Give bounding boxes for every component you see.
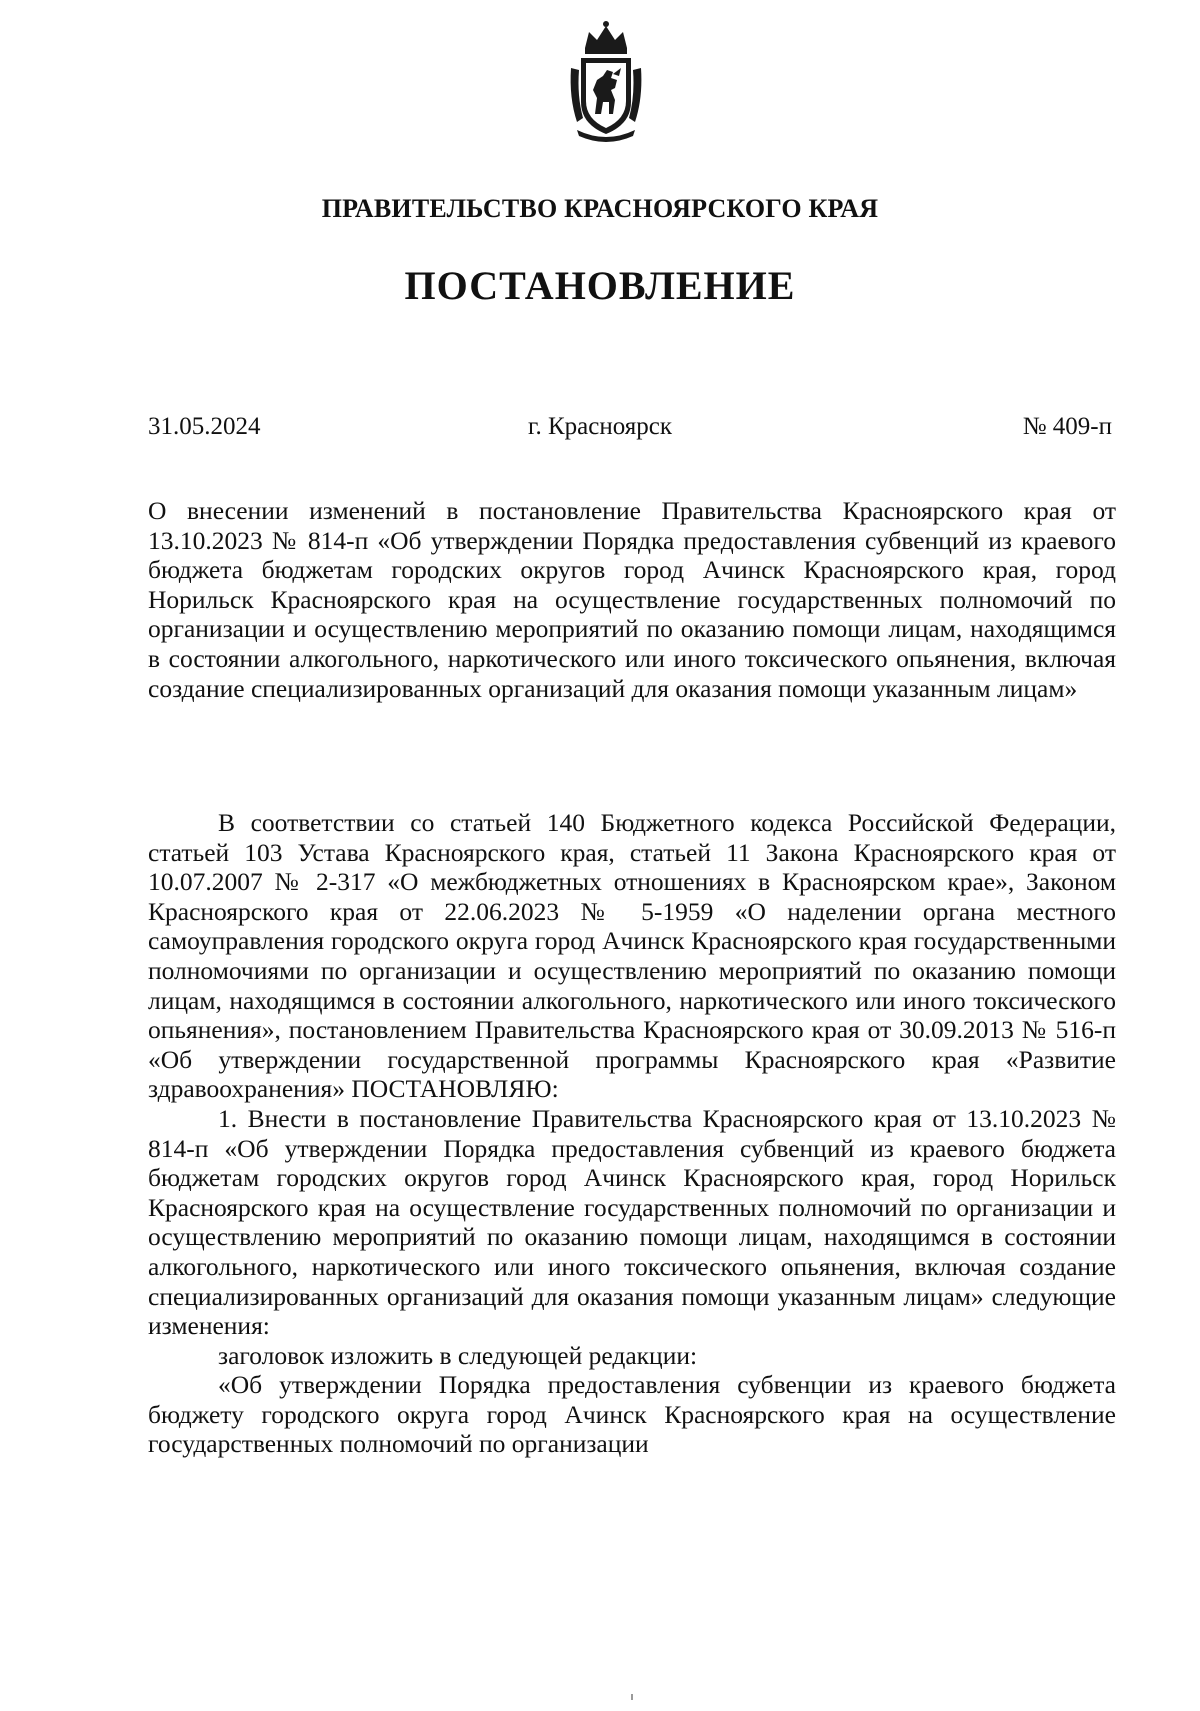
scan-mark [631, 1694, 633, 1700]
organization-name: ПРАВИТЕЛЬСТВО КРАСНОЯРСКОГО КРАЯ [321, 194, 879, 223]
document-body [148, 808, 1116, 1459]
document-city: г. Красноярск [528, 413, 672, 440]
document-type: ПОСТАНОВЛЕНИЕ [404, 263, 796, 308]
document-subject: О внесении изменений в постановление Правительства Красноярского края от 13.10.2023 № 814-п «Об утверждении Порядка предоставления субвенций из краевого бюджета бюджетам городских округов город Ачинск Красноярского края, город Норильск Красноярского края на осуществление государственных полномочий по организации и осуществлению мероприятий по оказанию помощи лицам, находящимся в состоянии алкогольного, наркотического или иного токсического опьянения, включая создание специализированных организаций для оказания помощи указанным лицам» [148, 496, 1116, 703]
coat-of-arms-icon [567, 18, 645, 144]
paragraph-item-1: 1. Внести в постановление Правительства Красноярского края от 13.10.2023 № 814-п «Об утверждении Порядка предоставления субвенций из краевого бюджета бюджетам городских округов город Ачинск Красноярского края, город Норильск Красноярского края на осуществление государственных полномочий по организации и осуществлению мероприятий по оказанию помощи лицам, находящимся в состоянии алкогольного, наркотического или иного токсического опьянения, включая создание специализированных организаций для оказания помощи указанным лицам» следующие изменения: [148, 1103, 1116, 1341]
paragraph-new-heading: «Об утверждении Порядка предоставления субвенции из краевого бюджета бюджету городского округа город Ачинск Красноярского края на осуществление государственных полномочий по организации [148, 1370, 1116, 1459]
document-number: № 409-п [1022, 413, 1112, 440]
document-date: 31.05.2024 [148, 413, 261, 440]
paragraph-preamble: В соответствии со статьей 140 Бюджетного кодекса Российской Федерации, статьей 103 Устава Красноярского края, статьей 11 Закона Красноярского края от 10.07.2007 № 2-317 «О межбюджетных отношениях в Красноярском крае», Законом Красноярского края от 22.06.2023 № 5-1959 «О наделении органа местного самоуправления городского округа город Ачинск Красноярского края государственными полномочиями по организации и осуществлению мероприятий по оказанию помощи лицам, находящимся в состоянии алкогольного, наркотического или иного токсического опьянения», постановлением Правительства Красноярского края от 30.09.2013 № 516-п «Об утверждении государственной программы Красноярского края «Развитие здравоохранения» ПОСТАНОВЛЯЮ: [148, 808, 1116, 1104]
paragraph-heading-change: заголовок изложить в следующей редакции: [218, 1340, 698, 1370]
